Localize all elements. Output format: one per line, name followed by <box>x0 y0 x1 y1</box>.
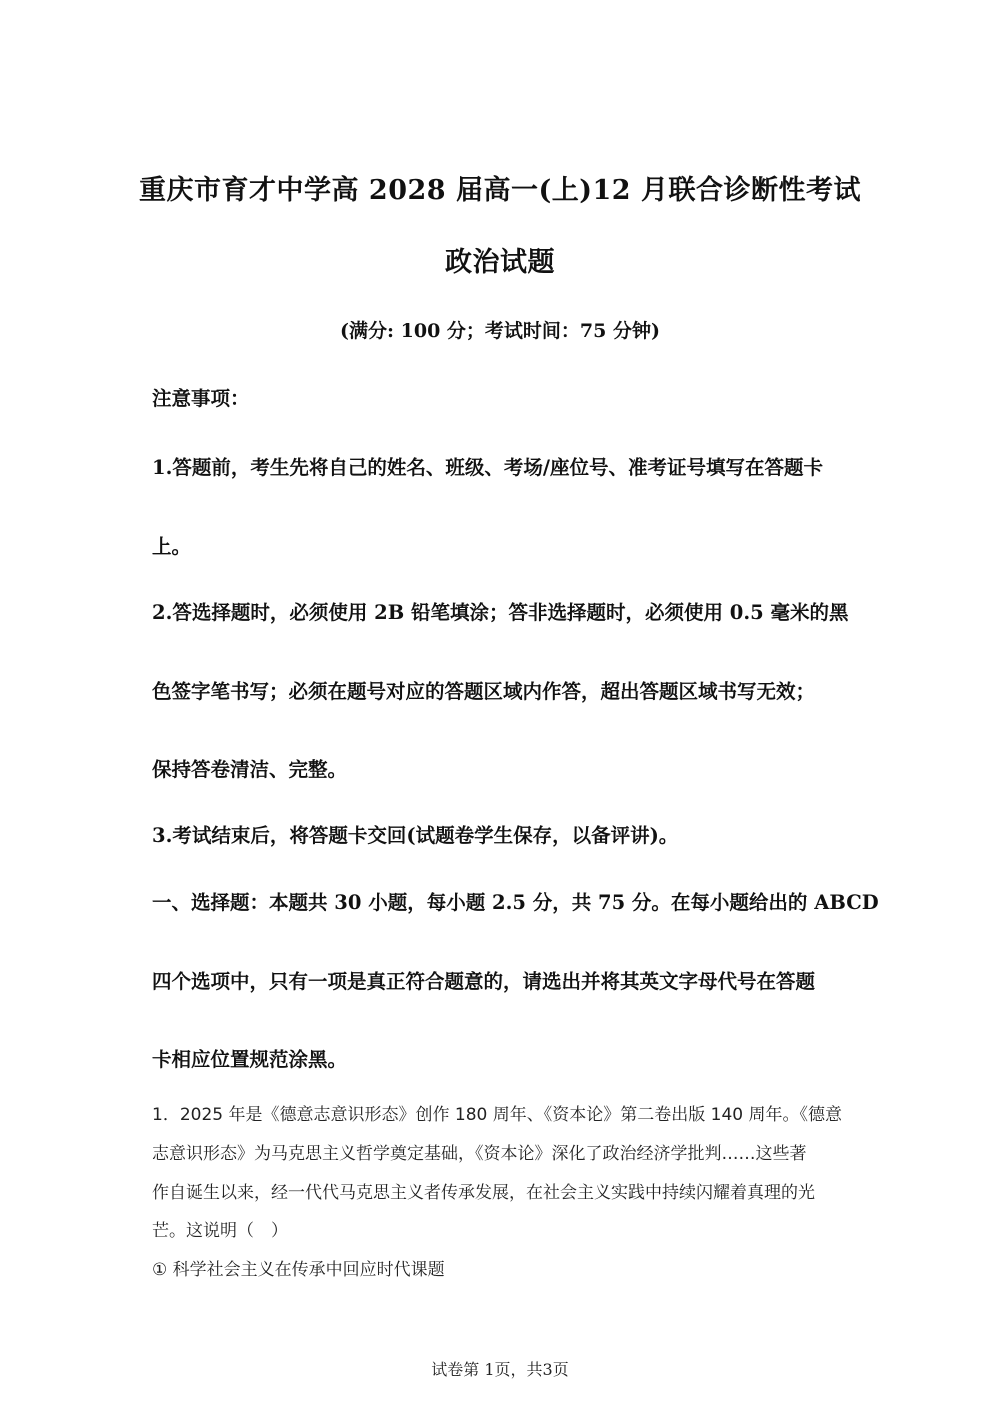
question-1-line-1: 1．2025 年是《德意志意识形态》创作 180 周年、《资本论》第二卷出版 140 周年。《德意 <box>152 1105 842 1125</box>
note-item-3-line-1: 3.考试结束后，将答题卡交回(试题卷学生保存，以备评讲)。 <box>152 824 679 847</box>
notes-heading: 注意事项： <box>152 387 250 410</box>
note-item-1-line-1: 1.答题前，考生先将自己的姓名、班级、考场/座位号、准考证号填写在答题卡 <box>152 456 823 479</box>
section-1-line-2: 四个选项中，只有一项是真正符合题意的，请选出并将其英文字母代号在答题 <box>152 970 816 993</box>
exam-title: 重庆市育才中学高 2028 届高一(上)12 月联合诊断性考试 <box>139 175 861 206</box>
note-item-2-line-2: 色签字笔书写；必须在题号对应的答题区域内作答，超出答题区域书写无效； <box>152 680 816 703</box>
section-1-line-1: 一、选择题：本题共 30 小题，每小题 2.5 分，共 75 分。在每小题给出的 ABCD <box>152 891 879 914</box>
note-item-2-line-1: 2.答选择题时，必须使用 2B 铅笔填涂；答非选择题时，必须使用 0.5 毫米的黑 <box>152 601 849 624</box>
question-1-line-2: 志意识形态》为马克思主义哲学奠定基础，《资本论》深化了政治经济学批判……这些著 <box>152 1144 807 1164</box>
score-info: (满分: 100 分；考试时间：75 分钟) <box>340 320 660 342</box>
question-1-line-4: 芒。这说明（ ） <box>152 1221 288 1241</box>
section-1-line-3: 卡相应位置规范涂黑。 <box>152 1048 348 1071</box>
note-item-1-line-2: 上。 <box>152 535 192 558</box>
note-item-2-line-3: 保持答卷清洁、完整。 <box>152 758 348 781</box>
page-footer: 试卷第 1页，共3页 <box>431 1360 569 1379</box>
question-1-option-1: ① 科学社会主义在传承中回应时代课题 <box>152 1260 445 1280</box>
exam-subtitle: 政治试题 <box>445 247 555 278</box>
question-1-line-3: 作自诞生以来，经一代代马克思主义者传承发展，在社会主义实践中持续闪耀着真理的光 <box>152 1183 815 1203</box>
